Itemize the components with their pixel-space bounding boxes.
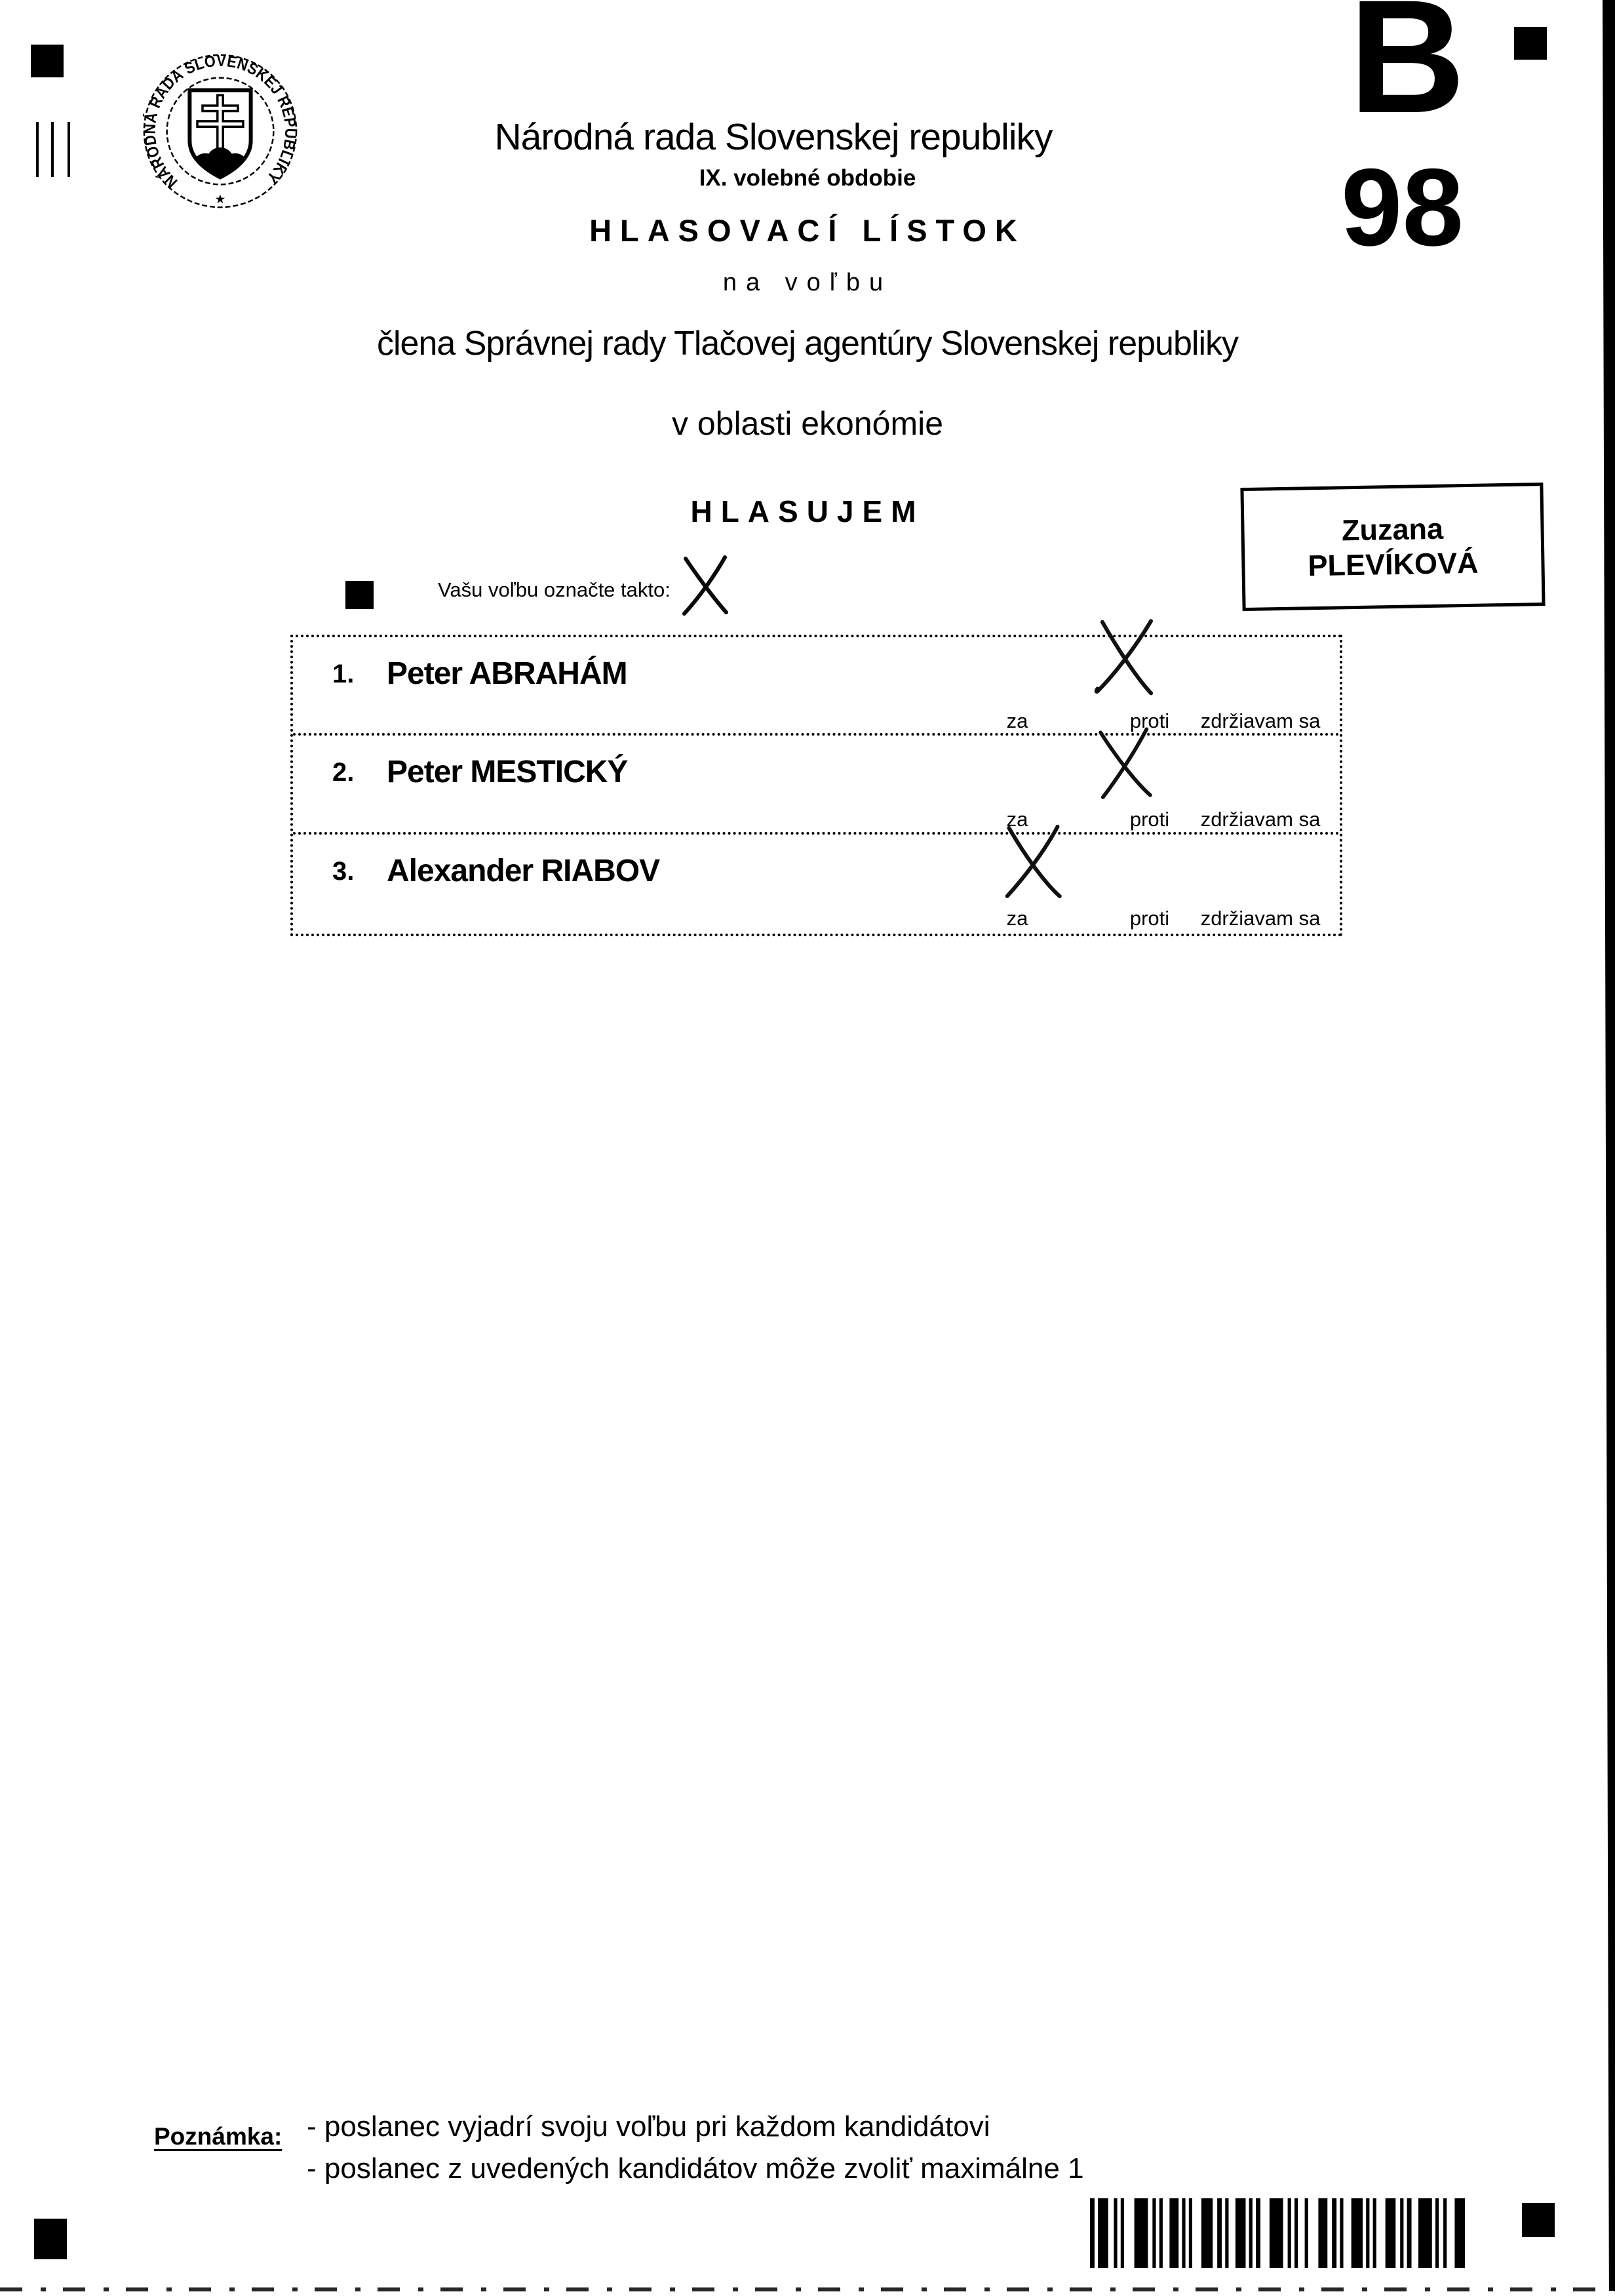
- seal-text: NÁRODNÁ RADA SLOVENSKEJ REPUBLIKY: [141, 52, 300, 191]
- candidate-row-1: [293, 637, 1340, 736]
- sample-x-mark-icon: [680, 555, 730, 618]
- org-title: Národná rada Slovenskej republiky: [494, 116, 1053, 158]
- option-label-proti: proti: [1129, 808, 1170, 831]
- note-line: - poslanec z uvedených kandidátov môže zvoliť maximálne 1: [307, 2152, 1084, 2185]
- option-label-za: za: [1006, 907, 1028, 930]
- vote-heading: HLASUJEM: [690, 494, 925, 528]
- note-line: - poslanec vyjadrí svoju voľbu pri každom kandidátovi: [307, 2110, 990, 2143]
- option-label-za: za: [1006, 709, 1028, 732]
- registration-square-bottom-right: [1522, 2203, 1555, 2237]
- registration-square-top-right: [1514, 27, 1547, 60]
- document-title: HLASOVACÍ LÍSTOK: [589, 213, 1026, 248]
- option-label-zdrziavam-sa: zdržiavam sa: [1200, 808, 1321, 831]
- vote-mark-icon-row-2: [1093, 725, 1159, 804]
- candidate-row-2: [293, 736, 1340, 835]
- candidate-row-3: [293, 835, 1340, 931]
- candidates-table: [290, 635, 1342, 936]
- document-subtitle: na voľbu: [722, 269, 893, 296]
- option-label-proti: proti: [1129, 907, 1170, 930]
- vote-mark-icon-row-3: [1000, 823, 1070, 906]
- candidate-name: Alexander RIABOV: [387, 854, 660, 888]
- electoral-term: IX. volebné obdobie: [699, 165, 916, 191]
- barcode: [1090, 2198, 1465, 2268]
- vote-mark-icon-row-1: [1091, 616, 1161, 700]
- instruction-square: [345, 581, 374, 609]
- election-subject: člena Správnej rady Tlačovej agentúry Slovenskej republiky: [376, 325, 1238, 363]
- mark-instruction: Vašu voľbu označte takto:: [438, 578, 671, 601]
- candidate-number: 3.: [332, 857, 355, 886]
- registration-square-bottom-left: [34, 2219, 67, 2259]
- ballot-series-letter: B: [1349, 0, 1466, 147]
- option-label-zdrziavam-sa: zdržiavam sa: [1200, 709, 1321, 732]
- candidate-name: Peter ABRAHÁM: [387, 656, 627, 691]
- voter-first-name: Zuzana: [1341, 511, 1444, 547]
- star-icon: ★: [214, 192, 226, 207]
- candidate-number: 1.: [332, 660, 355, 688]
- candidate-name: Peter MESTICKÝ: [387, 755, 628, 789]
- option-label-za: za: [1006, 808, 1028, 831]
- option-label-zdrziavam-sa: zdržiavam sa: [1200, 907, 1321, 930]
- scan-edge-bottom-line: [0, 2287, 1615, 2291]
- candidate-number: 2.: [332, 758, 355, 787]
- option-label-proti: proti: [1129, 709, 1170, 732]
- voter-name-box: [1240, 483, 1545, 611]
- election-field: v oblasti ekonómie: [671, 405, 944, 442]
- ballot-number: 98: [1341, 146, 1464, 269]
- registration-square-top-left: [31, 45, 64, 77]
- note-label: Poznámka:: [154, 2123, 282, 2150]
- voter-last-name: PLEVÍKOVÁ: [1308, 545, 1479, 583]
